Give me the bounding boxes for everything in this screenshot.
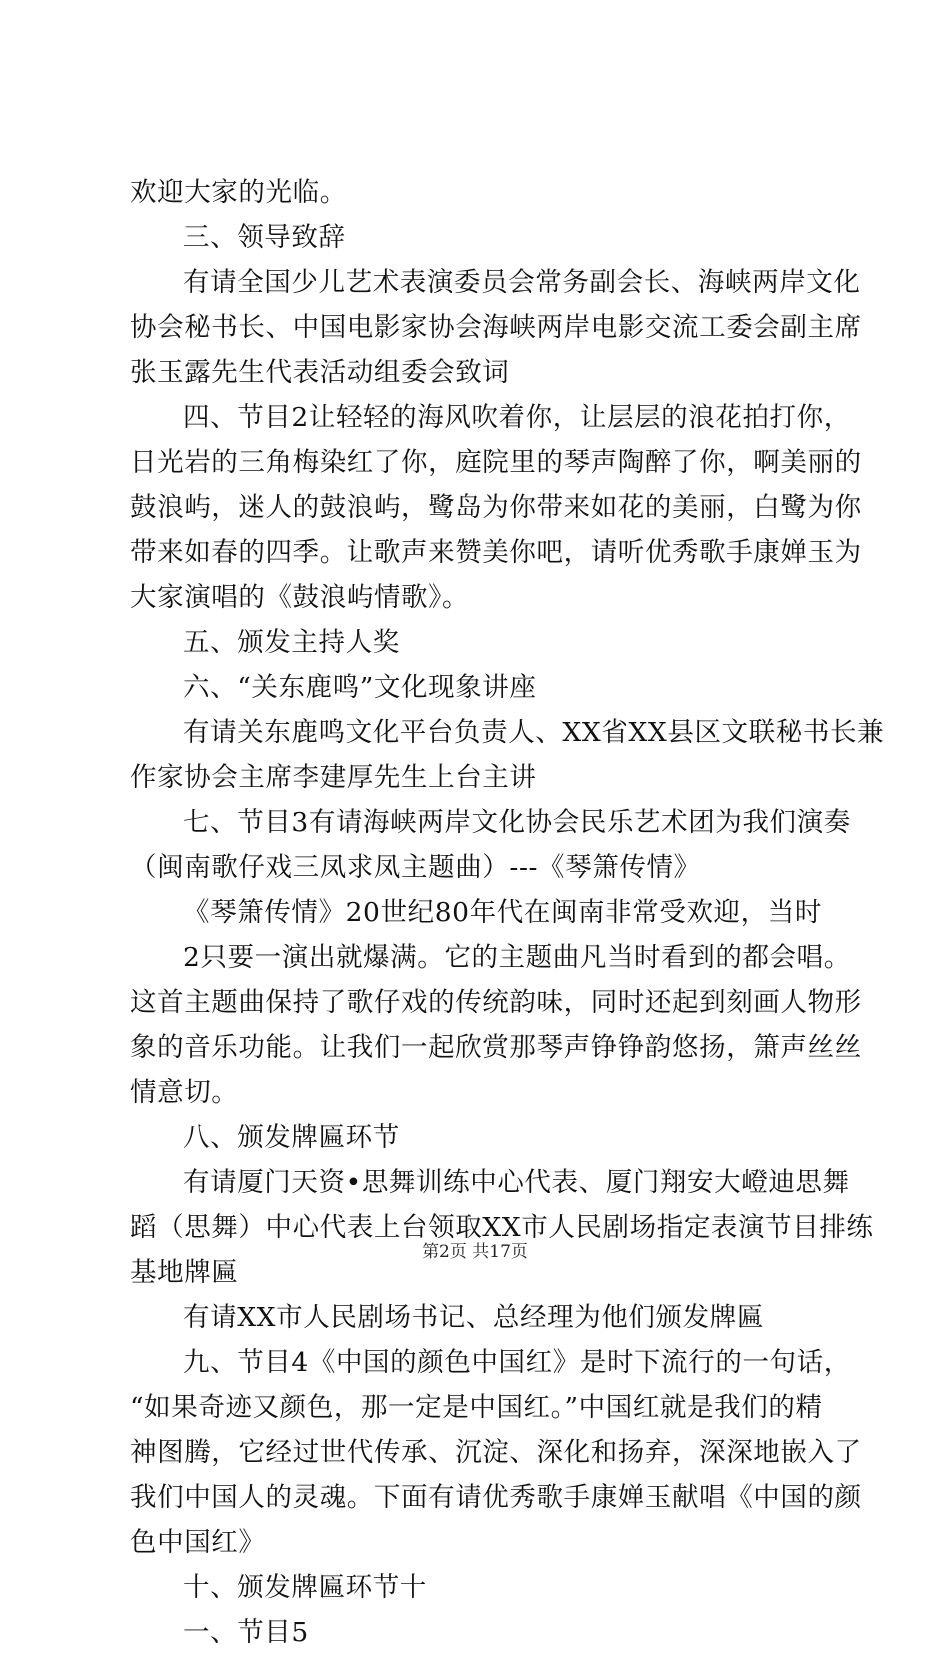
document-line: 有请关东鹿鸣文化平台负责人、XX省XX县区文联秘书长兼 — [183, 717, 885, 748]
document-line: 四、节目2让轻轻的海风吹着你，让层层的浪花拍打你， — [183, 402, 851, 433]
document-line: 六、“关东鹿鸣”文化现象讲座 — [183, 672, 537, 703]
document-line: 色中国红》 — [130, 1527, 266, 1558]
document-line: 协会秘书长、中国电影家协会海峡两岸电影交流工委会副主席 — [130, 312, 862, 343]
document-line: 一、节目5 — [183, 1617, 309, 1648]
document-line: 有请XX市人民剧场书记、总经理为他们颁发牌匾 — [183, 1302, 764, 1333]
document-line: 日光岩的三角梅染红了你，庭院里的琴声陶醉了你，啊美丽的 — [130, 447, 862, 478]
document-body — [130, 170, 885, 1655]
document-line: 五、颁发主持人奖 — [183, 627, 400, 658]
document-line: 十、颁发牌匾环节十 — [183, 1572, 427, 1603]
document-line: 七、节目3有请海峡两岸文化协会民乐艺术团为我们演奏 — [183, 807, 851, 838]
document-line: 有请全国少儿艺术表演委员会常务副会长、海峡两岸文化 — [183, 267, 861, 298]
document-line: 基地牌匾 — [130, 1257, 239, 1288]
document-line: 神图腾，它经过世代传承、沉淀、深化和扬弃，深深地嵌入了 — [130, 1437, 862, 1468]
document-line: 情意切。 — [130, 1077, 239, 1108]
document-line: 八、颁发牌匾环节 — [183, 1122, 400, 1153]
document-line: 2只要一演出就爆满。它的主题曲凡当时看到的都会唱。 — [183, 942, 851, 973]
document-line: 作家协会主席李建厚先生上台主讲 — [130, 762, 537, 793]
document-line: 蹈（思舞）中心代表上台领取XX市人民剧场指定表演节目排练 — [130, 1212, 874, 1243]
document-line: 大家演唱的《鼓浪屿情歌》。 — [130, 582, 470, 613]
document-line: 我们中国人的灵魂。下面有请优秀歌手康婵玉献唱《中国的颜 — [130, 1482, 862, 1513]
document-line: 鼓浪屿，迷人的鼓浪屿，鹭岛为你带来如花的美丽，白鹭为你 — [130, 492, 862, 523]
document-line: 带来如春的四季。让歌声来赞美你吧，请听优秀歌手康婵玉为 — [130, 537, 862, 568]
document-line: 象的音乐功能。让我们一起欣赏那琴声铮铮韵悠扬，箫声丝丝 — [130, 1032, 862, 1063]
document-line: 这首主题曲保持了歌仔戏的传统韵味，同时还起到刻画人物形 — [130, 987, 862, 1018]
page-number-footer: 第2页 共17页 — [422, 1242, 528, 1262]
document-line: 欢迎大家的光临。 — [130, 177, 347, 208]
document-line: 有请厦门天资•思舞训练中心代表、厦门翔安大嶝迪思舞 — [183, 1167, 850, 1198]
document-line: 三、领导致辞 — [183, 222, 346, 253]
document-line: （闽南歌仔戏三凤求凤主题曲）---《琴箫传情》 — [130, 852, 701, 883]
document-line: 张玉露先生代表活动组委会致词 — [130, 357, 510, 388]
document-line: “如果奇迹又颜色，那一定是中国红。”中国红就是我们的精 — [130, 1392, 823, 1423]
document-line: 九、节目4《中国的颜色中国红》是时下流行的一句话， — [183, 1347, 851, 1378]
document-line: 《琴箫传情》20世纪80年代在闽南非常受欢迎，当时 — [183, 897, 822, 928]
